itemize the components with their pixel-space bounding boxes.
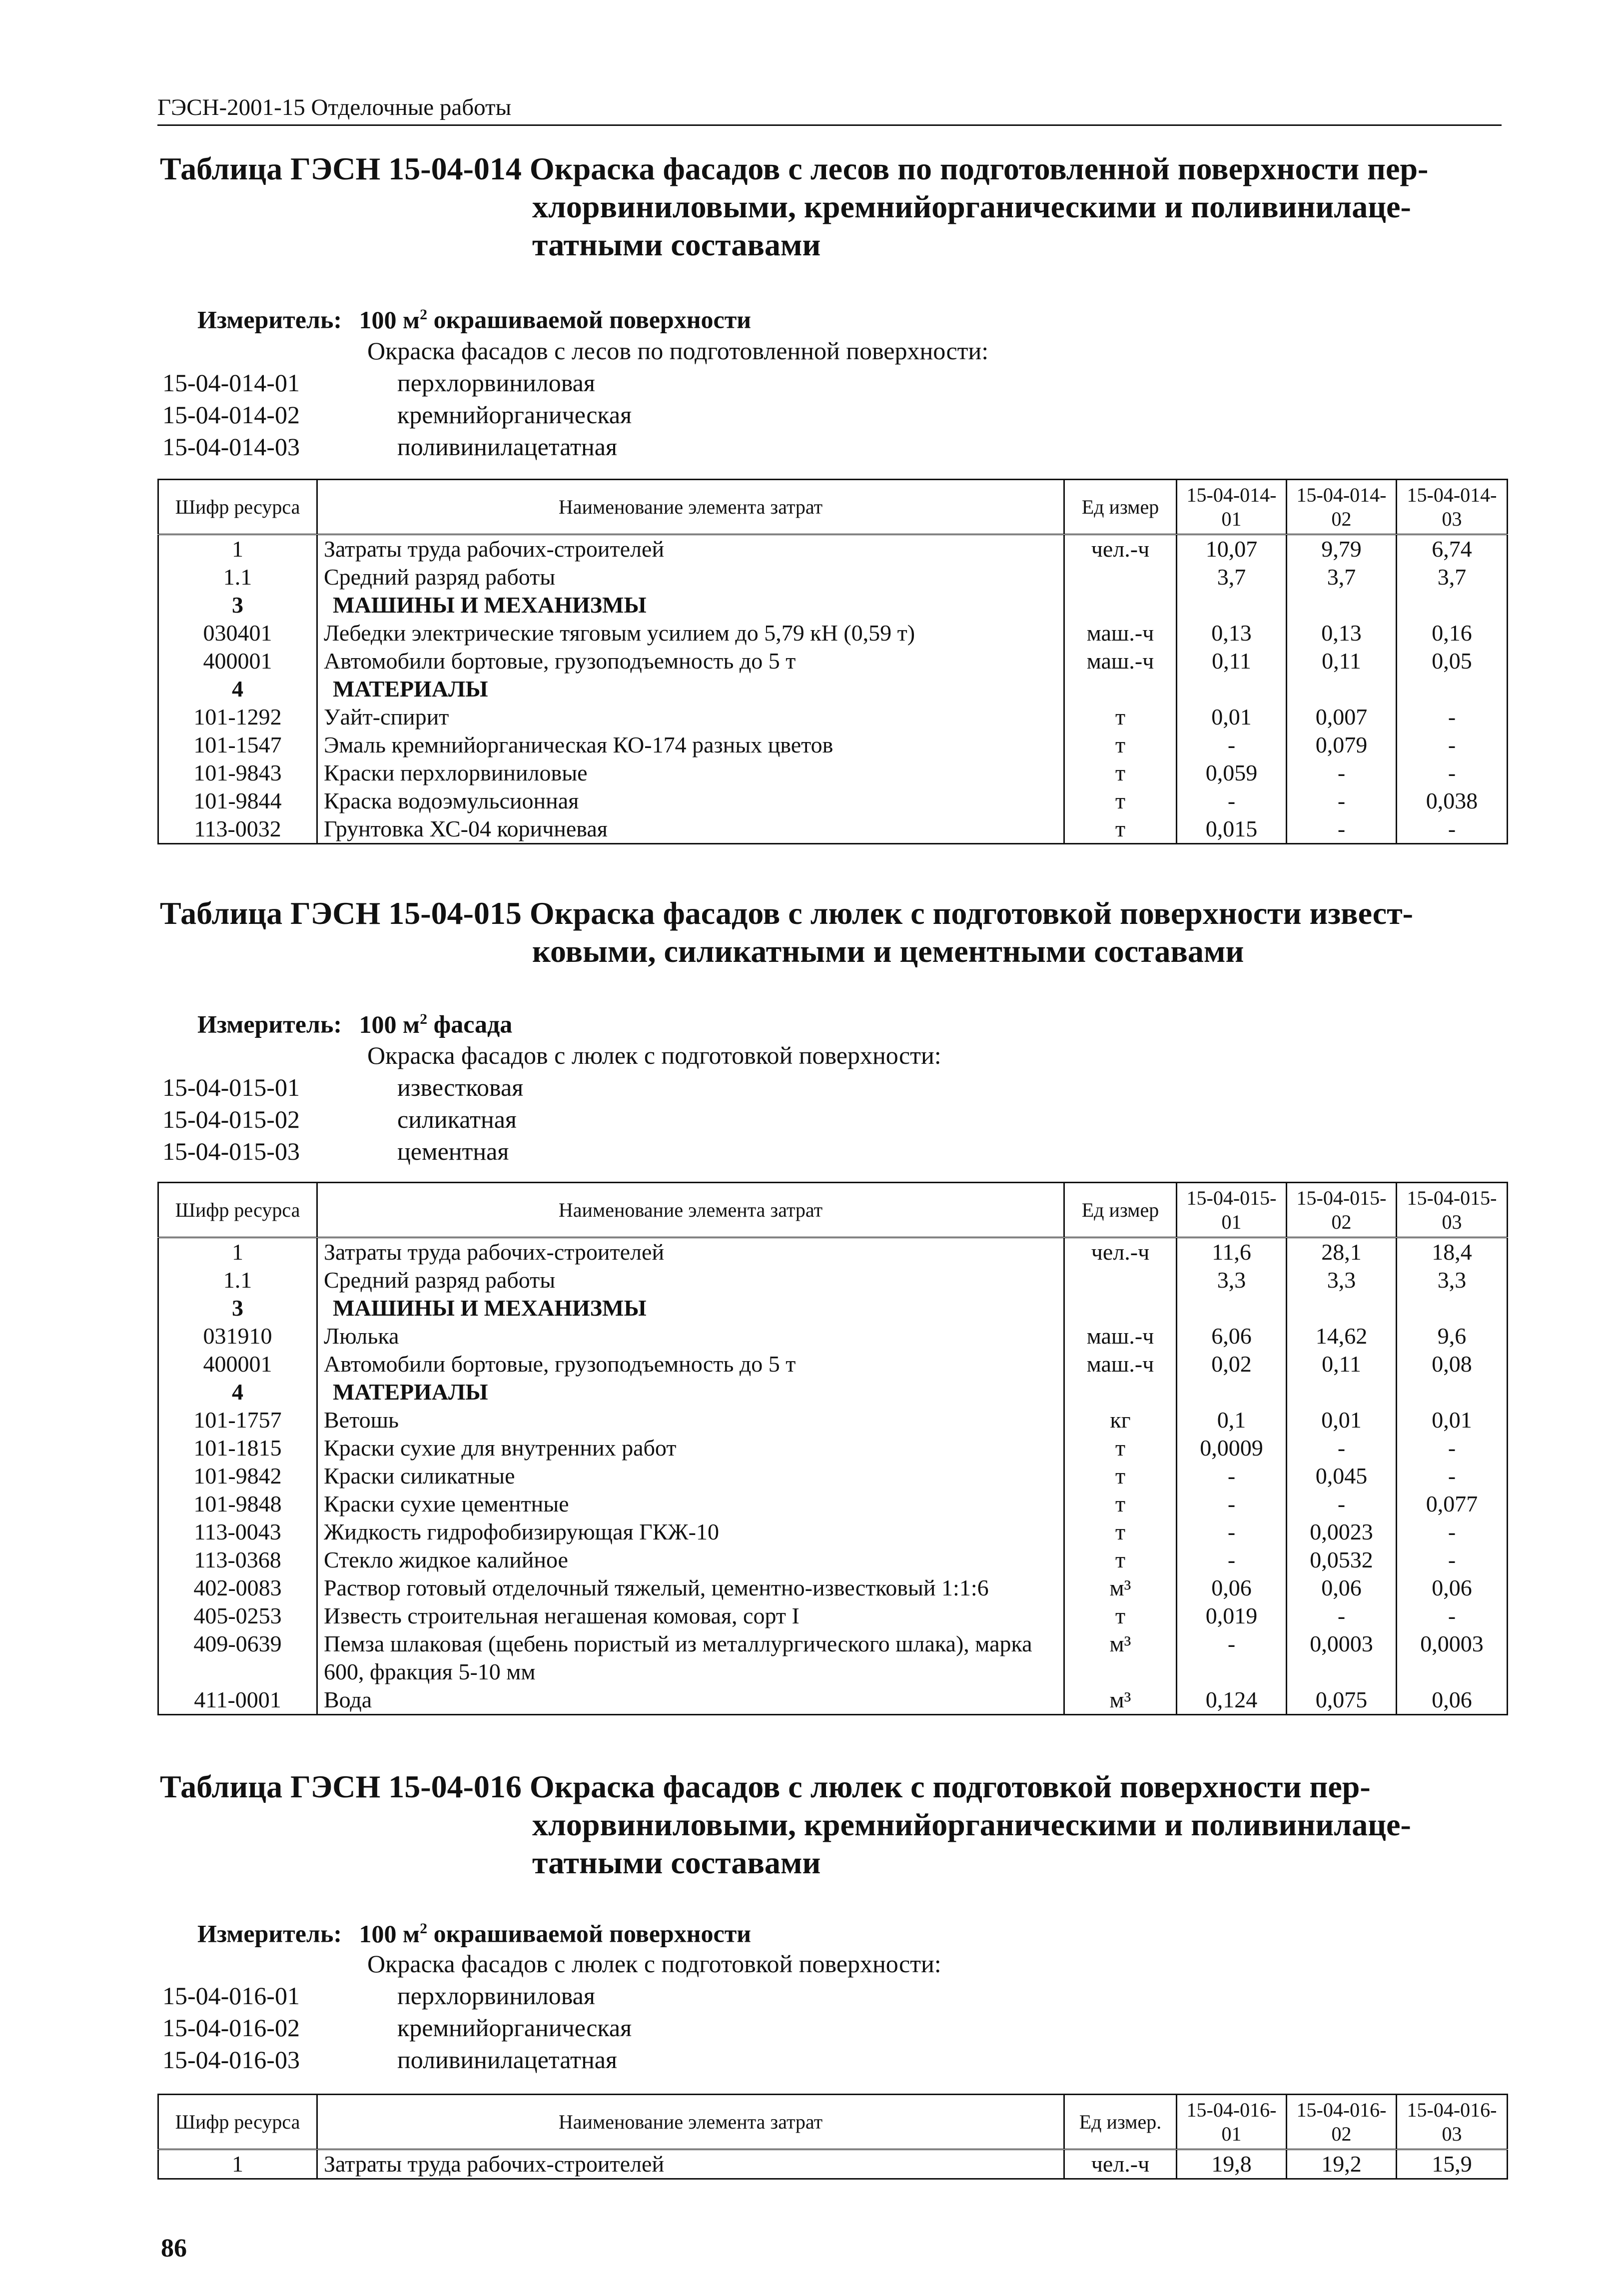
value-cell: - [1397, 1434, 1508, 1462]
variant-name: кремнийорганическая [397, 2014, 632, 2042]
variants-intro: Окраска фасадов с люлек с подготовкой поверхности: [367, 1041, 941, 1069]
table-row [158, 2150, 1508, 2179]
value-cell: 0,079 [1287, 731, 1397, 759]
resource-name-cell: Ветошь [317, 1406, 1064, 1434]
unit-cell: т [1064, 1490, 1177, 1518]
col-header-variant: 15-04-014-03 [1397, 480, 1508, 535]
resource-code-cell: 101-1815 [158, 1434, 317, 1462]
value-cell: - [1397, 759, 1508, 787]
page-number: 86 [161, 2234, 187, 2263]
variant-code: 15-04-014-03 [162, 433, 300, 461]
value-cell: 0,038 [1397, 787, 1508, 815]
variant-name: цементная [397, 1137, 509, 1165]
resource-name-cell: Лебедки электрические тяговым усилием до 5,79 кН (0,59 т) [317, 619, 1064, 647]
value-cell: 0,045 [1287, 1462, 1397, 1490]
table-row [158, 619, 1508, 647]
col-header-name: Наименование элемента затрат [317, 480, 1064, 535]
unit-cell: т [1064, 1602, 1177, 1630]
value-cell: 0,01 [1177, 703, 1287, 731]
resource-name-cell: Автомобили бортовые, грузоподъемность до 5 т [317, 647, 1064, 675]
unit-cell: т [1064, 787, 1177, 815]
value-cell: - [1177, 1630, 1287, 1686]
resource-code-cell: 3 [158, 591, 317, 619]
resource-code-cell: 402-0083 [158, 1574, 317, 1602]
value-cell [1287, 591, 1397, 619]
value-cell: 3,3 [1177, 1266, 1287, 1294]
variant-item [162, 1071, 1062, 1103]
table-row [158, 1686, 1508, 1715]
variant-code: 15-04-015-01 [162, 1073, 300, 1101]
resource-code-cell: 411-0001 [158, 1686, 317, 1715]
value-cell: 15,9 [1397, 2150, 1508, 2179]
table-title [160, 150, 1519, 264]
resource-name-cell: Люлька [317, 1322, 1064, 1350]
variant-name: силикатная [397, 1105, 517, 1133]
col-header-name: Наименование элемента затрат [317, 1183, 1064, 1238]
table-group-row [158, 1378, 1508, 1406]
resource-name-cell: МАТЕРИАЛЫ [317, 675, 1064, 703]
value-cell [1397, 1378, 1508, 1406]
resource-name-cell: Жидкость гидрофобизирующая ГКЖ-10 [317, 1518, 1064, 1546]
resource-name-cell: Эмаль кремнийорганическая КО-174 разных цветов [317, 731, 1064, 759]
value-cell: - [1397, 1602, 1508, 1630]
table-row [158, 1546, 1508, 1574]
resource-name-cell: Грунтовка ХС-04 коричневая [317, 815, 1064, 844]
measure-value: 100 м [359, 1010, 420, 1038]
value-cell: 28,1 [1287, 1238, 1397, 1267]
unit-cell: т [1064, 1462, 1177, 1490]
value-cell: 0,015 [1177, 815, 1287, 844]
resource-code-cell: 030401 [158, 619, 317, 647]
variant-code: 15-04-015-02 [162, 1105, 300, 1133]
value-cell: 3,7 [1397, 563, 1508, 591]
col-header-unit: Ед измер [1064, 480, 1177, 535]
variant-code: 15-04-014-02 [162, 401, 300, 429]
table-title [160, 1768, 1519, 1882]
unit-cell [1064, 591, 1177, 619]
resource-code-cell: 3 [158, 1294, 317, 1322]
value-cell: 0,06 [1177, 1574, 1287, 1602]
table-title-line: хлорвиниловыми, кремнийорганическими и поливинилаце- [532, 189, 1411, 224]
table-row [158, 1602, 1508, 1630]
variant-code: 15-04-016-03 [162, 2046, 300, 2074]
resource-code-cell: 1 [158, 1238, 317, 1267]
value-cell: 0,16 [1397, 619, 1508, 647]
table-title-line: ковыми, силикатными и цементными составами [532, 933, 1244, 969]
variant-name: поливинилацетатная [397, 2046, 617, 2074]
unit-cell: т [1064, 703, 1177, 731]
unit-cell: м³ [1064, 1686, 1177, 1715]
value-cell [1397, 591, 1508, 619]
value-cell: 0,1 [1177, 1406, 1287, 1434]
resource-code-cell: 4 [158, 675, 317, 703]
measure-sup: 2 [420, 1011, 428, 1027]
table-group-row [158, 675, 1508, 703]
table-row [158, 1350, 1508, 1378]
resource-code-cell: 101-9843 [158, 759, 317, 787]
value-cell: 0,01 [1397, 1406, 1508, 1434]
value-cell: 3,7 [1177, 563, 1287, 591]
value-cell: 0,08 [1397, 1350, 1508, 1378]
measure-line [197, 1004, 512, 1039]
value-cell: - [1287, 1434, 1397, 1462]
value-cell: 11,6 [1177, 1238, 1287, 1267]
value-cell: 9,79 [1287, 535, 1397, 564]
col-header-variant: 15-04-014-01 [1177, 480, 1287, 535]
table-row [158, 647, 1508, 675]
resource-code-cell: 101-1547 [158, 731, 317, 759]
value-cell [1397, 1294, 1508, 1322]
value-cell: - [1287, 1490, 1397, 1518]
variant-name: кремнийорганическая [397, 401, 632, 429]
measure-value: 100 м [359, 305, 420, 334]
table-row [158, 703, 1508, 731]
value-cell: 18,4 [1397, 1238, 1508, 1267]
resource-name-cell: Затраты труда рабочих-строителей [317, 1238, 1064, 1267]
col-header-variant: 15-04-016-03 [1397, 2095, 1508, 2150]
value-cell: 0,02 [1177, 1350, 1287, 1378]
value-cell: 0,077 [1397, 1490, 1508, 1518]
value-cell: 0,11 [1177, 647, 1287, 675]
value-cell: - [1397, 1546, 1508, 1574]
resource-name-cell: Краски сухие для внутренних работ [317, 1434, 1064, 1462]
resource-code-cell: 405-0253 [158, 1602, 317, 1630]
resource-name-cell: Затраты труда рабочих-строителей [317, 535, 1064, 564]
resource-name-cell: Средний разряд работы [317, 1266, 1064, 1294]
value-cell [1177, 675, 1287, 703]
table-title-line: Таблица ГЭСН 15-04-014 Окраска фасадов с лесов по подготовленной поверхности пер- [160, 151, 1429, 186]
resource-code-cell: 113-0368 [158, 1546, 317, 1574]
value-cell: 0,06 [1397, 1686, 1508, 1715]
resource-code-cell: 101-9848 [158, 1490, 317, 1518]
col-header-unit: Ед измер. [1064, 2095, 1177, 2150]
value-cell: - [1397, 703, 1508, 731]
value-cell: 0,06 [1397, 1574, 1508, 1602]
measure-line [197, 1914, 751, 1949]
resource-name-cell: Стекло жидкое калийное [317, 1546, 1064, 1574]
table-header-row [158, 480, 1508, 535]
unit-cell [1064, 675, 1177, 703]
unit-cell: т [1064, 815, 1177, 844]
resource-table [157, 1182, 1508, 1715]
resource-code-cell: 4 [158, 1378, 317, 1406]
value-cell: - [1287, 815, 1397, 844]
value-cell: 0,075 [1287, 1686, 1397, 1715]
variant-item [162, 367, 1062, 399]
value-cell: - [1287, 1602, 1397, 1630]
col-header-name: Наименование элемента затрат [317, 2095, 1064, 2150]
resource-code-cell: 113-0043 [158, 1518, 317, 1546]
col-header-variant: 15-04-015-01 [1177, 1183, 1287, 1238]
variant-code: 15-04-016-01 [162, 1982, 300, 2010]
table-row [158, 1518, 1508, 1546]
value-cell: 0,11 [1287, 1350, 1397, 1378]
unit-cell: чел.-ч [1064, 535, 1177, 564]
table-row [158, 815, 1508, 844]
variant-item [162, 431, 1062, 463]
value-cell [1287, 1378, 1397, 1406]
value-cell: 3,3 [1397, 1266, 1508, 1294]
unit-cell: чел.-ч [1064, 1238, 1177, 1267]
value-cell: 0,05 [1397, 647, 1508, 675]
unit-cell [1064, 1294, 1177, 1322]
value-cell: - [1397, 1462, 1508, 1490]
value-cell: 0,0532 [1287, 1546, 1397, 1574]
table-row [158, 1434, 1508, 1462]
col-header-code: Шифр ресурса [158, 480, 317, 535]
table-title-line: Таблица ГЭСН 15-04-016 Окраска фасадов с люлек с подготовкой поверхности пер- [160, 1769, 1371, 1804]
value-cell: 0,019 [1177, 1602, 1287, 1630]
value-cell [1177, 1294, 1287, 1322]
table-row [158, 1462, 1508, 1490]
resource-code-cell: 409-0639 [158, 1630, 317, 1686]
measure-suffix: фасада [433, 1010, 513, 1038]
value-cell: - [1397, 815, 1508, 844]
measure-label: Измеритель: [197, 1010, 342, 1038]
resource-code-cell: 101-1757 [158, 1406, 317, 1434]
value-cell: - [1177, 731, 1287, 759]
measure-line [197, 300, 751, 335]
measure-suffix: окрашиваемой поверхности [433, 1919, 752, 1948]
resource-code-cell: 1.1 [158, 1266, 317, 1294]
variant-code: 15-04-014-01 [162, 369, 300, 397]
table-title-line: татными составами [532, 1845, 821, 1880]
resource-name-cell: Пемза шлаковая (щебень пористый из металлургического шлака), марка 600, фракция 5-10 мм [317, 1630, 1064, 1686]
value-cell: - [1287, 759, 1397, 787]
col-header-variant: 15-04-014-02 [1287, 480, 1397, 535]
value-cell: 0,059 [1177, 759, 1287, 787]
col-header-variant: 15-04-015-02 [1287, 1183, 1397, 1238]
value-cell [1287, 675, 1397, 703]
value-cell: 6,06 [1177, 1322, 1287, 1350]
resource-name-cell: Краски сухие цементные [317, 1490, 1064, 1518]
resource-code-cell: 031910 [158, 1322, 317, 1350]
value-cell: - [1177, 787, 1287, 815]
col-header-code: Шифр ресурса [158, 1183, 317, 1238]
value-cell [1177, 591, 1287, 619]
unit-cell [1064, 1378, 1177, 1406]
variant-name: перхлорвиниловая [397, 1982, 595, 2010]
table-title-line: хлорвиниловыми, кремнийорганическими и поливинилаце- [532, 1807, 1411, 1842]
measure-sup: 2 [420, 306, 428, 323]
resource-table [157, 479, 1508, 844]
measure-suffix: окрашиваемой поверхности [433, 305, 752, 334]
resource-name-cell: МАШИНЫ И МЕХАНИЗМЫ [317, 591, 1064, 619]
value-cell [1177, 1378, 1287, 1406]
col-header-variant: 15-04-016-01 [1177, 2095, 1287, 2150]
table-title [160, 894, 1519, 970]
table-header-row [158, 2095, 1508, 2150]
unit-cell: чел.-ч [1064, 2150, 1177, 2179]
resource-name-cell: Автомобили бортовые, грузоподъемность до 5 т [317, 1350, 1064, 1378]
unit-cell: м³ [1064, 1630, 1177, 1686]
unit-cell: т [1064, 1518, 1177, 1546]
col-header-unit: Ед измер [1064, 1183, 1177, 1238]
value-cell: 0,13 [1177, 619, 1287, 647]
table-row [158, 1266, 1508, 1294]
value-cell: - [1177, 1490, 1287, 1518]
table-row [158, 731, 1508, 759]
resource-name-cell: МАТЕРИАЛЫ [317, 1378, 1064, 1406]
variant-code: 15-04-015-03 [162, 1137, 300, 1165]
unit-cell: маш.-ч [1064, 619, 1177, 647]
variants-intro: Окраска фасадов с люлек с подготовкой поверхности: [367, 1950, 941, 1978]
resource-code-cell: 113-0032 [158, 815, 317, 844]
resource-code-cell: 101-9842 [158, 1462, 317, 1490]
value-cell: 0,007 [1287, 703, 1397, 731]
value-cell: - [1177, 1546, 1287, 1574]
resource-code-cell: 1.1 [158, 563, 317, 591]
variants-intro: Окраска фасадов с лесов по подготовленной поверхности: [367, 337, 989, 365]
unit-cell: т [1064, 759, 1177, 787]
variant-item [162, 2012, 1062, 2044]
unit-cell [1064, 563, 1177, 591]
table-row [158, 1406, 1508, 1434]
table-row [158, 1630, 1508, 1686]
table-group-row [158, 1294, 1508, 1322]
unit-cell: т [1064, 731, 1177, 759]
measure-value: 100 м [359, 1919, 420, 1948]
table-row [158, 759, 1508, 787]
value-cell: 0,0003 [1397, 1630, 1508, 1686]
table-row [158, 563, 1508, 591]
unit-cell: т [1064, 1434, 1177, 1462]
resource-code-cell: 400001 [158, 1350, 317, 1378]
unit-cell: маш.-ч [1064, 1322, 1177, 1350]
value-cell: 0,0023 [1287, 1518, 1397, 1546]
value-cell: - [1177, 1518, 1287, 1546]
table-group-row [158, 591, 1508, 619]
table-row [158, 1574, 1508, 1602]
variant-item [162, 1135, 1062, 1167]
resource-name-cell: МАШИНЫ И МЕХАНИЗМЫ [317, 1294, 1064, 1322]
value-cell: - [1397, 1518, 1508, 1546]
variant-name: поливинилацетатная [397, 433, 617, 461]
value-cell [1287, 1294, 1397, 1322]
value-cell: - [1397, 731, 1508, 759]
value-cell: 0,124 [1177, 1686, 1287, 1715]
table-header-row [158, 1183, 1508, 1238]
table-row [158, 535, 1508, 564]
resource-name-cell: Известь строительная негашеная комовая, сорт I [317, 1602, 1064, 1630]
unit-cell: маш.-ч [1064, 647, 1177, 675]
table-title-line: Таблица ГЭСН 15-04-015 Окраска фасадов с люлек с подготовкой поверхности извест- [160, 895, 1413, 931]
resource-name-cell: Краски перхлорвиниловые [317, 759, 1064, 787]
resource-code-cell: 1 [158, 2150, 317, 2179]
unit-cell: кг [1064, 1406, 1177, 1434]
variant-name: перхлорвиниловая [397, 369, 595, 397]
value-cell: 0,11 [1287, 647, 1397, 675]
variant-code: 15-04-016-02 [162, 2014, 300, 2042]
value-cell: 19,2 [1287, 2150, 1397, 2179]
variant-item [162, 1980, 1062, 2012]
table-title-line: татными составами [532, 227, 821, 262]
table-row [158, 1322, 1508, 1350]
unit-cell: маш.-ч [1064, 1350, 1177, 1378]
value-cell: 0,01 [1287, 1406, 1397, 1434]
value-cell: 19,8 [1177, 2150, 1287, 2179]
variant-item [162, 2044, 1062, 2076]
value-cell: - [1287, 787, 1397, 815]
col-header-code: Шифр ресурса [158, 2095, 317, 2150]
table-row [158, 1238, 1508, 1267]
value-cell: 3,3 [1287, 1266, 1397, 1294]
running-header: ГЭСН-2001-15 Отделочные работы [157, 92, 1502, 126]
unit-cell: т [1064, 1546, 1177, 1574]
resource-code-cell: 101-1292 [158, 703, 317, 731]
unit-cell [1064, 1266, 1177, 1294]
resource-name-cell: Вода [317, 1686, 1064, 1715]
resource-name-cell: Раствор готовый отделочный тяжелый, цементно-известковый 1:1:6 [317, 1574, 1064, 1602]
unit-cell: м³ [1064, 1574, 1177, 1602]
resource-name-cell: Краски силикатные [317, 1462, 1064, 1490]
table-row [158, 787, 1508, 815]
variant-item [162, 399, 1062, 431]
col-header-variant: 15-04-015-03 [1397, 1183, 1508, 1238]
resource-code-cell: 1 [158, 535, 317, 564]
col-header-variant: 15-04-016-02 [1287, 2095, 1397, 2150]
value-cell: 0,13 [1287, 619, 1397, 647]
value-cell: 9,6 [1397, 1322, 1508, 1350]
value-cell: 10,07 [1177, 535, 1287, 564]
measure-label: Измеритель: [197, 305, 342, 334]
resource-name-cell: Краска водоэмульсионная [317, 787, 1064, 815]
resource-table [157, 2094, 1508, 2180]
value-cell [1397, 675, 1508, 703]
resource-name-cell: Уайт-спирит [317, 703, 1064, 731]
variant-name: известковая [397, 1073, 524, 1101]
value-cell: 0,0003 [1287, 1630, 1397, 1686]
value-cell: 0,06 [1287, 1574, 1397, 1602]
measure-label: Измеритель: [197, 1919, 342, 1948]
value-cell: - [1177, 1462, 1287, 1490]
resource-name-cell: Средний разряд работы [317, 563, 1064, 591]
value-cell: 3,7 [1287, 563, 1397, 591]
resource-name-cell: Затраты труда рабочих-строителей [317, 2150, 1064, 2179]
measure-sup: 2 [420, 1920, 428, 1937]
resource-code-cell: 400001 [158, 647, 317, 675]
value-cell: 14,62 [1287, 1322, 1397, 1350]
resource-code-cell: 101-9844 [158, 787, 317, 815]
variant-item [162, 1103, 1062, 1135]
value-cell: 0,0009 [1177, 1434, 1287, 1462]
table-row [158, 1490, 1508, 1518]
value-cell: 6,74 [1397, 535, 1508, 564]
